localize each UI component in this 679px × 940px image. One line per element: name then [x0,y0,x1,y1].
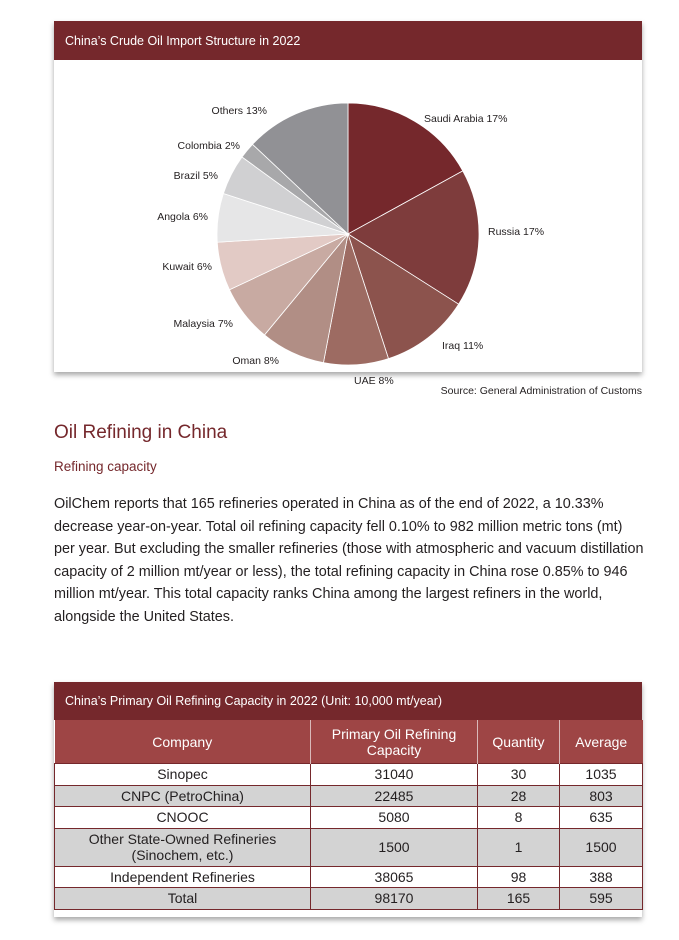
cell-average: 803 [560,785,643,807]
table-row [55,785,643,807]
cell-company: CNOOC [55,807,311,829]
pie-label-uae: UAE 8% [354,375,394,387]
cell-quantity: 30 [478,764,560,786]
header-company: Company [55,720,311,764]
table-header-row [55,720,643,764]
cell-company: CNPC (PetroChina) [55,785,311,807]
header-capacity: Primary Oil Refining Capacity [311,720,478,764]
table-row [55,807,643,829]
pie-label-oman: Oman 8% [232,355,279,367]
chart-source: Source: General Administration of Customs [440,385,642,397]
cell-company: Independent Refineries [55,866,311,888]
chart-title: China’s Crude Oil Import Structure in 2022 [54,21,642,60]
cell-capacity: 1500 [311,828,478,866]
pie-label-russia: Russia 17% [488,226,545,238]
section-subtitle: Refining capacity [54,459,157,474]
cell-quantity: 165 [478,888,560,910]
cell-company: Sinopec [55,764,311,786]
pie-label-kuwait: Kuwait 6% [162,261,212,273]
table-row-total [55,888,643,910]
cell-average: 595 [560,888,643,910]
cell-quantity: 98 [478,866,560,888]
pie-label-saudi-arabia: Saudi Arabia 17% [424,113,508,125]
cell-capacity: 98170 [311,888,478,910]
cell-capacity: 22485 [311,785,478,807]
header-average: Average [560,720,643,764]
table-row [55,828,643,866]
body-paragraph: OilChem reports that 165 refineries operated in China as of the end of 2022, a 10.33% decrease year-on-year. Total oil refining capacity fell 0.10% to 982 million metric tons (mt) per year. But excluding the smaller refineries (those with atmospheric and vacuum distillation capacity of 2 million mt/year or less), the total refining capacity in China rose 0.85% to 946 million mt/year. This total capacity ranks China among the largest refiners in the world, alongside the United States. [54,496,644,625]
header-quantity: Quantity [478,720,560,764]
pie-label-malaysia: Malaysia 7% [173,318,233,330]
pie-label-colombia: Colombia 2% [177,140,240,152]
cell-capacity: 31040 [311,764,478,786]
table-title: China’s Primary Oil Refining Capacity in 2022 (Unit: 10,000 mt/year) [54,682,642,720]
cell-average: 1035 [560,764,643,786]
pie-label-brazil: Brazil 5% [173,170,218,182]
cell-average: 635 [560,807,643,829]
pie-chart [54,60,642,387]
cell-average: 1500 [560,828,643,866]
cell-quantity: 8 [478,807,560,829]
cell-average: 388 [560,866,643,888]
refining-capacity-table [54,720,643,910]
cell-quantity: 1 [478,828,560,866]
cell-company: Total [55,888,311,910]
cell-capacity: 5080 [311,807,478,829]
pie-label-angola: Angola 6% [157,211,208,223]
cell-company: Other State-Owned Refineries (Sinochem, etc.) [55,828,311,866]
pie-chart-card [54,21,642,387]
table-row [55,764,643,786]
pie-label-others: Others 13% [211,105,267,117]
section-title: Oil Refining in China [54,422,228,443]
table-row [55,866,643,888]
cell-quantity: 28 [478,785,560,807]
refining-table-card [54,682,642,917]
pie-label-iraq: Iraq 11% [442,340,484,352]
cell-capacity: 38065 [311,866,478,888]
